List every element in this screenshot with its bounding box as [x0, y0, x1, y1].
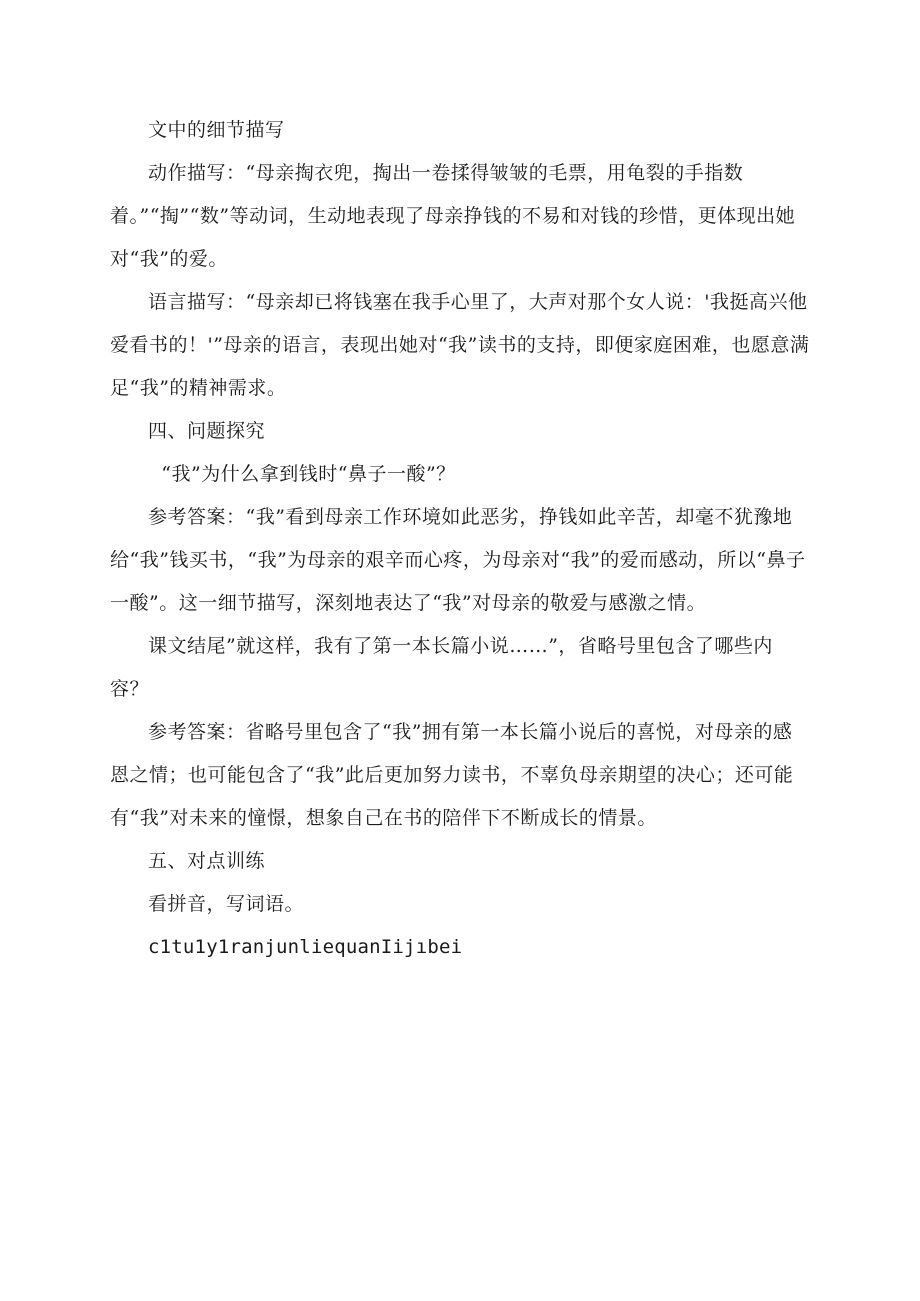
section-heading-problem-inquiry: 四、问题探究 [148, 420, 266, 442]
document-body [110, 109, 810, 969]
paragraph-language-description: 语言描写：“母亲却已将钱塞在我手心里了，大声对那个女人说：'我挺高兴他爱看书的！'”母亲的语言，表现出她对“我”读书的支持，即便家庭困难，也愿意满足“我”的精神需求。 [110, 291, 810, 399]
heading-detail-description: 文中的细节描写 [148, 119, 285, 141]
section-heading-training: 五、对点训练 [148, 850, 266, 872]
paragraph-action-description: 动作描写：“母亲掏衣兜，掏出一卷揉得皱皱的毛票，用龟裂的手指数着。”“掏”“数”等动词，生动地表现了母亲挣钱的不易和对钱的珍惜，更体现出她对“我”的爱。 [110, 162, 796, 270]
question-nose-sour: “我”为什么拿到钱时“鼻子一酸”？ [161, 463, 456, 485]
question-ellipsis: 课文结尾”就这样，我有了第一本长篇小说……”，省略号里包含了哪些内容？ [110, 635, 773, 700]
pinyin-line: c1tu1y1ranjunliequanIijıbei [148, 936, 463, 958]
answer-ellipsis: 参考答案：省略号里包含了“我”拥有第一本长篇小说后的喜悦，对母亲的感恩之情；也可能包含了“我”此后更加努力读书，不辜负母亲期望的决心；还可能有“我”对未来的憧憬，想象自己在书的陪伴下不断成长的情景。 [110, 721, 794, 829]
instruction-pinyin: 看拼音，写词语。 [148, 893, 305, 915]
answer-nose-sour: 参考答案：“我”看到母亲工作环境如此恶劣，挣钱如此辛苦，却毫不犹豫地给“我”钱买书，“我”为母亲的艰辛而心疼，为母亲对“我”的爱而感动，所以“鼻子一酸”。这一细节描写，深刻地表达了“我”对母亲的敬爱与感激之情。 [110, 506, 806, 614]
